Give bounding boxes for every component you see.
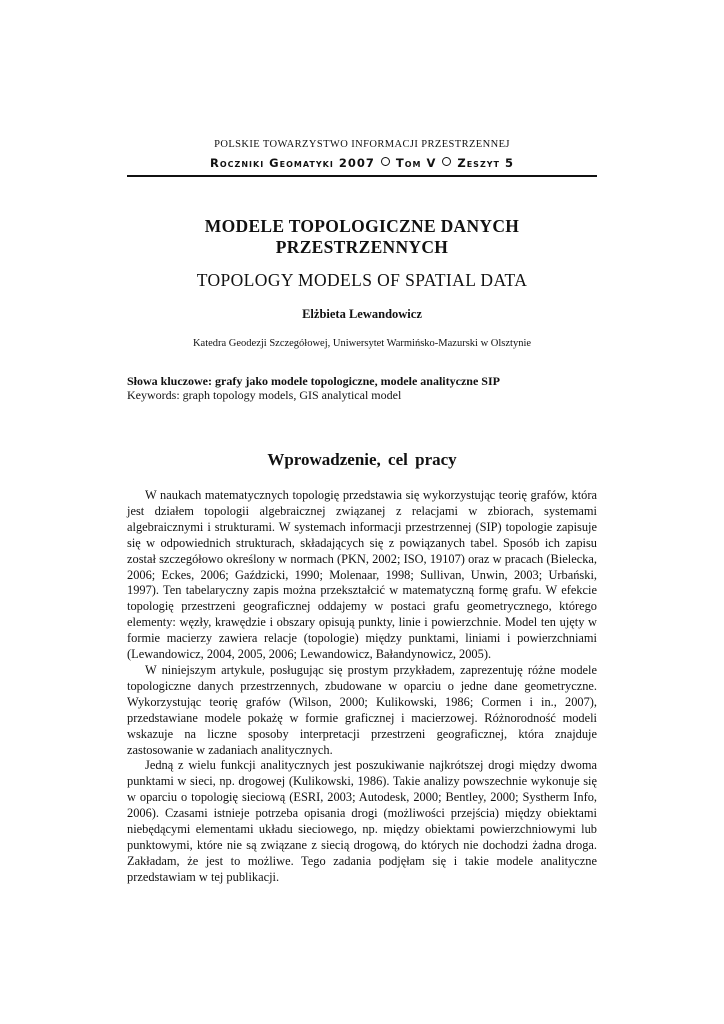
body-paragraph-2: W niniejszym artykule, posługując się prostym przykładem, zaprezentuję różne modele topologiczne danych przestrzennych, zbudowane w oparciu o jedne dane geometryczne. Wykorzystując teorię grafów (Wilson, 2000; Kulikowski, 1986; Cormen i in., 2007), przedstawiane modele pokażę w formie graficznej i macierzowej. Różnorodność modeli wskazuje na liczne sposoby interpretacji przestrzeni geograficznej, która znajduje zastosowanie w zadaniach analitycznych. [127, 662, 597, 757]
article-title-polish [0, 216, 724, 258]
body-paragraph-1: W naukach matematycznych topologię przedstawia się wykorzystując teorię grafów, która jest działem topologii algebraicznej związanej z relacjami w zbiorach, systemami algebraicznymi i strukturami. W systemach informacji przestrzennej (SIP) topologie zapisuje się w odpowiednich strukturach, składających się z powiązanych tabel. Sposób ich zapisu został szczegółowo określony w normach (PKN, 2002; ISO, 19107) oraz w pracach (Bielecka, 2006; Eckes, 2006; Gaździcki, 1990; Molenaar, 1998; Sullivan, Unwin, 2003; Urbański, 1997). Ten tabelaryczny zapis można przekształcić w matematyczną formę grafu. W efekcie topologię przestrzeni geograficznej oddajemy w postaci grafu geometrycznego, którego elementy: węzły, krawędzie i obszary opisują punkty, linie i powierzchnie. Model ten ujęty w formie macierzy zawiera relacje (topologie) między punktami, liniami i powierzchniami (Lewandowicz, 2004, 2005, 2006; Lewandowicz, Bałandynowicz, 2005). [127, 488, 597, 662]
article-title-english: TOPOLOGY MODELS OF SPATIAL DATA [196, 270, 528, 290]
journal-header-line [0, 156, 724, 170]
author-name: Elżbieta Lewandowicz [302, 307, 422, 321]
header-rule [127, 175, 597, 177]
circle-separator-icon [442, 157, 451, 166]
society-name: POLSKIE TOWARZYSTWO INFORMACJI PRZESTRZENNEJ [214, 139, 510, 150]
journal-name: Roczniki Geomatyki 2007 [210, 156, 375, 170]
journal-issue: Zeszyt 5 [457, 156, 514, 170]
keywords-polish: Słowa kluczowe: grafy jako modele topologiczne, modele analityczne SIP [127, 374, 500, 388]
circle-separator-icon [381, 157, 390, 166]
title-line-1: MODELE TOPOLOGICZNE DANYCH [204, 216, 520, 236]
section-heading: Wprowadzenie, cel pracy [267, 450, 457, 469]
journal-volume: Tom V [395, 156, 437, 170]
body-paragraph-3: Jedną z wielu funkcji analitycznych jest poszukiwanie najkrótszej drogi między dwoma punktami w sieci, np. drogowej (Kulikowski, 1986). Takie analizy powszechnie wykonuje się w oparciu o topologię sieciową (ESRI, 2003; Autodesk, 2000; Bentley, 2000; Systherm Info, 2006). Czasami istnieje potrzeba opisania drogi (możliwości przejścia) między obiektami niebędącymi elementami układu sieciowego, np. między obiektami powierzchniowymi lub punktowymi, które nie są związane z siecią drogową, do których nie dochodzi żadna droga. Zakładam, że jest to możliwe. Tego zadania podjęłam się i takie modele analityczne przedstawiam w tej publikacji. [127, 758, 597, 884]
title-line-2: PRZESTRZENNYCH [275, 237, 449, 257]
keywords-english: Keywords: graph topology models, GIS analytical model [127, 388, 402, 402]
section-body [127, 488, 597, 886]
author-affiliation: Katedra Geodezji Szczegółowej, Uniwersytet Warmińsko-Mazurski w Olsztynie [192, 338, 532, 349]
